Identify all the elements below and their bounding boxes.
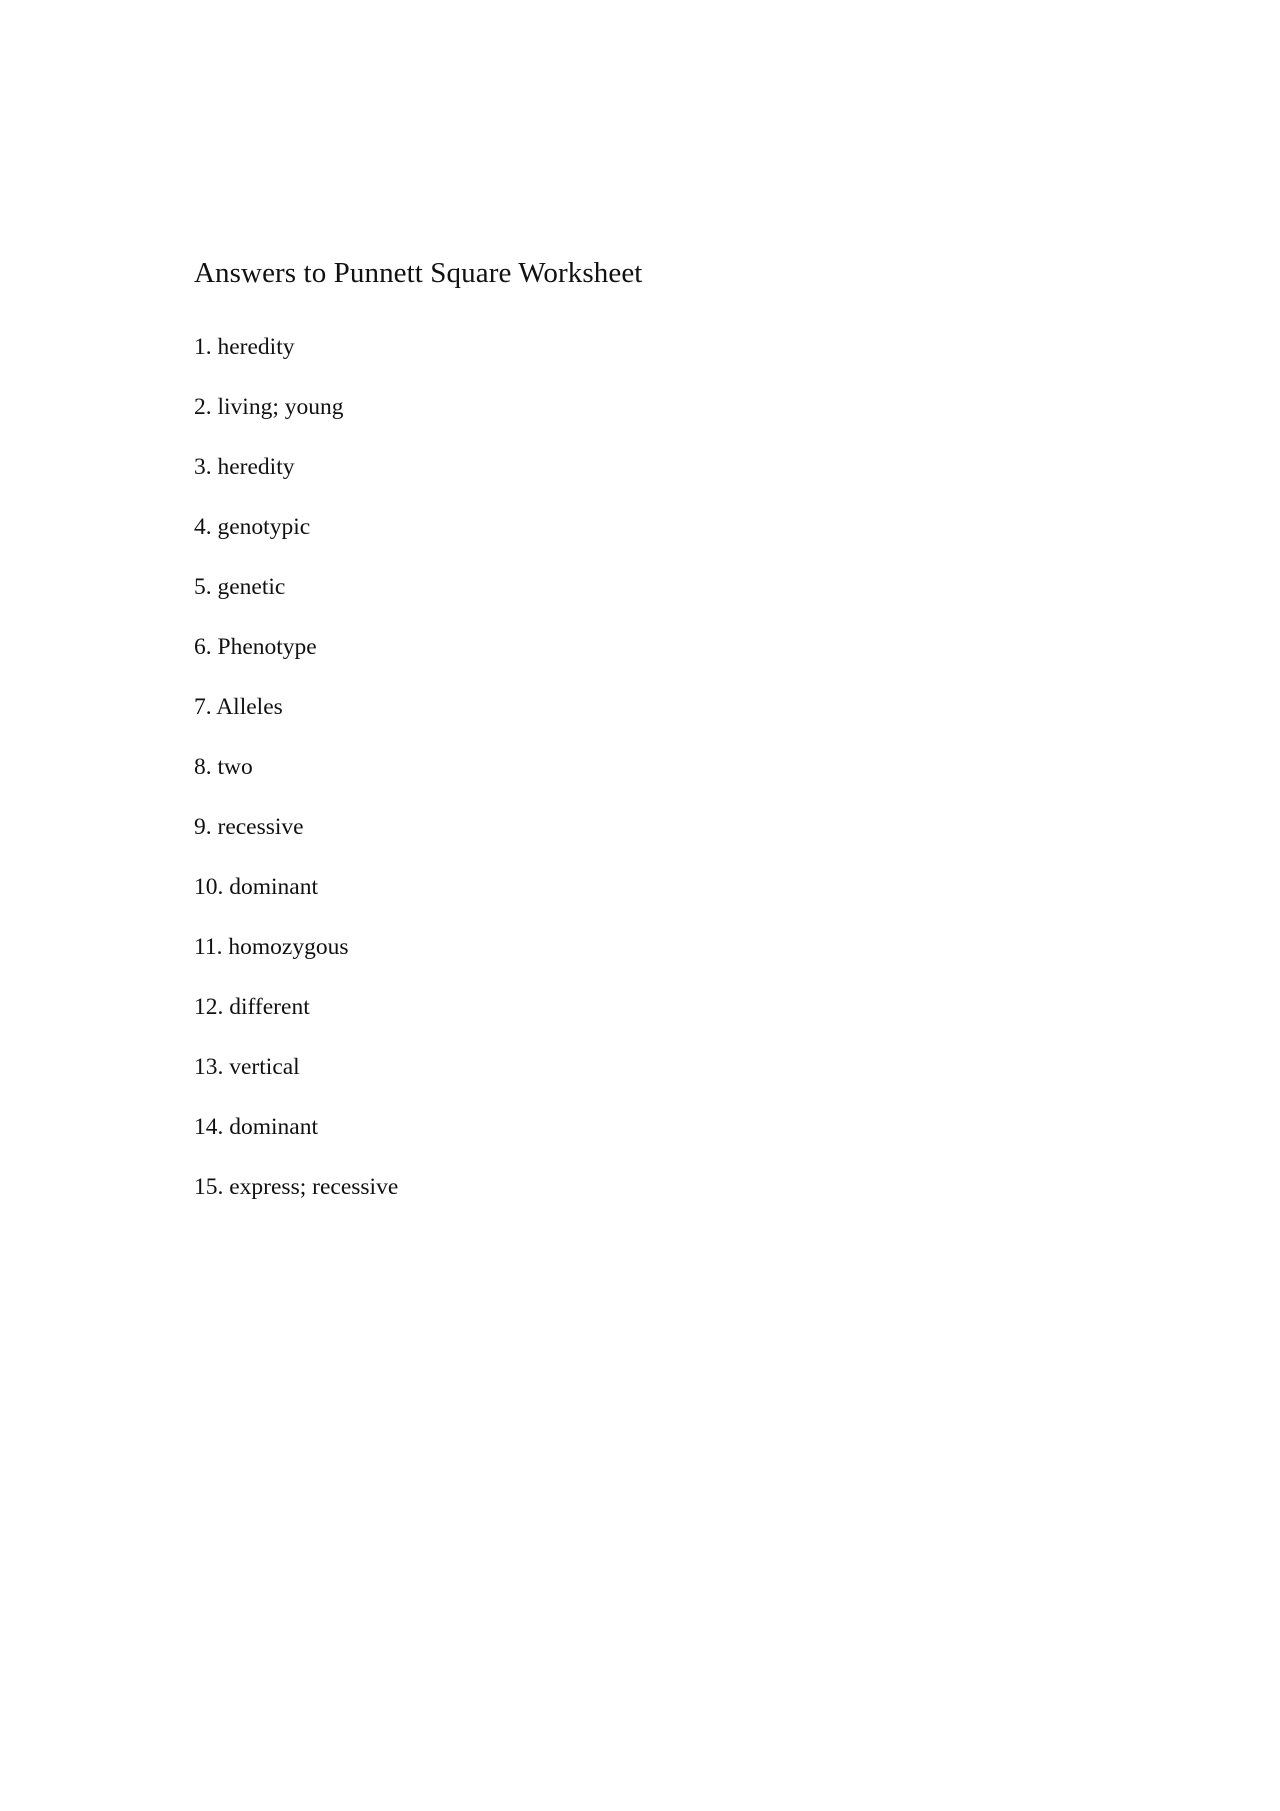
answer-item: 9. recessive: [194, 814, 304, 840]
answer-item: 6. Phenotype: [194, 634, 317, 660]
answer-item: 5. genetic: [194, 574, 286, 600]
answer-item: 15. express; recessive: [194, 1174, 399, 1200]
answer-item: 12. different: [194, 994, 310, 1020]
answer-item: 3. heredity: [194, 454, 295, 480]
answer-item: 2. living; young: [194, 394, 344, 420]
answer-item: 11. homozygous: [194, 934, 349, 960]
answer-item: 13. vertical: [194, 1054, 300, 1080]
answer-list: [194, 333, 398, 1233]
answer-item: 7. Alleles: [194, 694, 283, 720]
answer-item: 4. genotypic: [194, 514, 311, 540]
answer-item: 1. heredity: [194, 334, 295, 360]
document-content: [194, 257, 1094, 1200]
answer-item: 10. dominant: [194, 874, 319, 900]
document-title: Answers to Punnett Square Worksheet: [194, 257, 643, 289]
answer-item: 8. two: [194, 754, 253, 780]
answer-item: 14. dominant: [194, 1114, 319, 1140]
